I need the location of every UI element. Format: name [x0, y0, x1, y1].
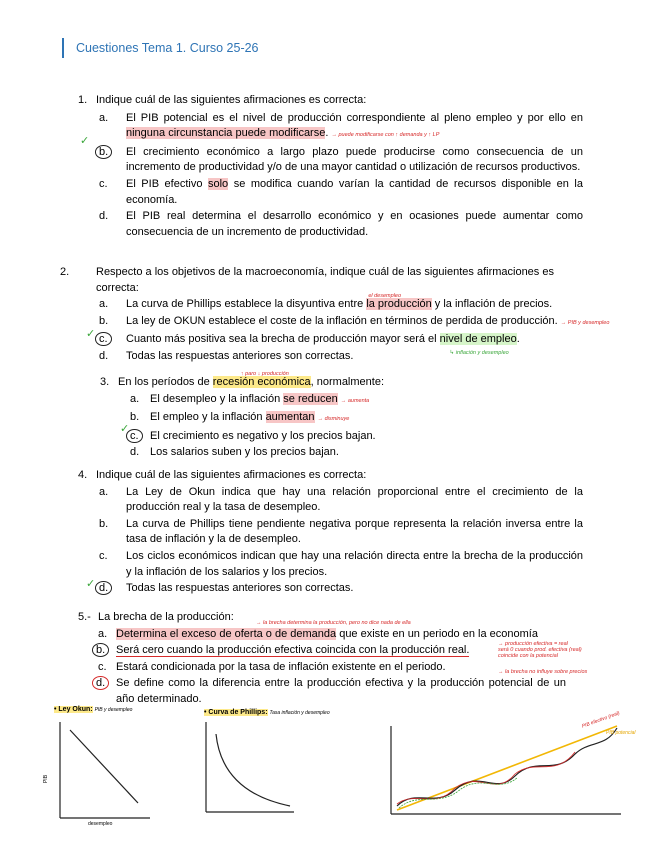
check-mark-icon: ✓: [120, 423, 130, 435]
q1-option-d: d. El PIB real determina el desarrollo económico y en ocasiones puede aumentar como consecuencia de un incremento de productividad.: [99, 210, 583, 238]
check-mark-icon: ✓: [80, 135, 90, 147]
q3-option-d: d. Los salarios suben y los precios bajan.: [130, 446, 339, 459]
q5-option-c: c. Estará condicionada por la tasa de inflación existente en el periodo. → la brecha no influye sobre precios: [98, 660, 588, 675]
document-title: Cuestiones Tema 1. Curso 25-26: [76, 41, 259, 55]
business-cycle-chart: [385, 718, 635, 838]
effective-gdp-label: PIB efectivo (real): [581, 710, 621, 730]
q4-option-c: c. Los ciclos económicos indican que hay una relación directa entre la brecha de la producción y la inflación de los salarios y los precios.: [99, 549, 583, 578]
question-2: [60, 265, 610, 365]
q4-option-a: a. La Ley de Okun indica que hay una relación proporcional entre el crecimiento de la producción real y la tasa de desempleo.: [99, 485, 583, 514]
q4-option-d: d. Todas las respuestas anteriores son correctas.: [78, 581, 583, 597]
okun-y-label: PIB: [43, 774, 50, 784]
q2-option-a: a. La curva de Phillips establece la disyuntiva entre la producción el desempleo y la inflación de precios.: [99, 293, 553, 311]
phillips-chart: [198, 720, 298, 820]
question-4: [78, 468, 583, 597]
cycle-green-curve: [399, 778, 517, 808]
phillips-chart-title: • Curva de Phillips: Tasa inflación y desempleo: [204, 709, 330, 716]
question-4-stem: 4. Indique cuál de las siguientes afirmaciones es correcta:: [78, 469, 367, 481]
q3-option-c: c. El crecimiento es negativo y los precios bajan.: [100, 429, 570, 445]
q5-option-a: a. Determina el exceso de oferta o de demanda que existe en un periodo en la economía: [98, 627, 538, 640]
question-5: [78, 610, 588, 708]
q1-option-c: c. El PIB efectivo solo se modifica cuando varían la cantidad de recursos disponible en la economía.: [99, 177, 583, 206]
q2-option-d: d. Todas las respuestas anteriores son correctas.: [99, 349, 354, 362]
q3-option-b: b. El empleo y la inflación aumentan → disminuye: [130, 411, 350, 424]
question-3-stem: 3. En los períodos de recesión económica ↑ paro ↓ producción , normalmente:: [100, 371, 385, 388]
question-1: [78, 93, 583, 240]
check-mark-icon: ✓: [86, 578, 96, 590]
q3-option-a: a. El desempleo y la inflación se reducen → aumenta: [130, 392, 370, 405]
okun-chart-title: • Ley Okun: PIB y desempleo: [54, 706, 133, 713]
document-header: [62, 38, 259, 58]
q1-option-a: a. El PIB potencial es el nivel de producción correspondiente al pleno empleo y por ello en ninguna circunstancia puede modificarse. → puede modificarse con ↑ demanda y ↑ LP: [99, 111, 583, 140]
okun-chart: [44, 718, 154, 838]
potential-gdp-label: PIB potencial: [606, 730, 636, 736]
question-2-stem: 2. Respecto a los objetivos de la macroeconomía, indique cuál de las siguientes afirmaciones es correcta:: [60, 266, 554, 294]
okun-x-label: desempleo: [88, 821, 113, 827]
q1-option-b: b. El crecimiento económico a largo plazo puede producirse como consecuencia de un incremento de productividad y/o de una mayor cantidad o utilización de recursos productivos.: [78, 145, 583, 176]
q5-option-d: d. Se define como la diferencia entre la producción efectiva y la producción potencial de un año determinado.: [78, 676, 566, 707]
question-3: [100, 371, 570, 461]
q2-option-b: b. La ley de OKUN establece el coste de la inflación en términos de perdida de producción. → PIB y desempleo: [99, 314, 610, 327]
q4-option-b: b. La curva de Phillips tiene pendiente negativa porque representa la relación inversa entre la tasa de inflación y la de desempleo.: [99, 517, 583, 546]
q5-option-b: b. Será cero cuando la producción efectiva coincida con la producción real. → producción efectiva = real será 0 cuando prod. efectiva (real) coincide con la potencial: [78, 643, 583, 659]
potential-gdp-line: [397, 726, 617, 810]
q2-option-c: c. Cuanto más positiva sea la brecha de producción mayor será el nivel de empleo ↳ inflación y desempleo .: [78, 332, 583, 348]
question-1-stem: 1. Indique cuál de las siguientes afirmaciones es correcta:: [78, 94, 367, 106]
effective-gdp-curve: [397, 728, 617, 806]
question-5-stem: 5.- La brecha de la producción: → la brecha determina la producción, pero no dice nada de ella: [78, 611, 411, 626]
phillips-curve: [216, 734, 290, 806]
check-mark-icon: ✓: [86, 328, 96, 340]
cycle-red-curve: [397, 752, 575, 804]
okun-line: [70, 730, 138, 803]
